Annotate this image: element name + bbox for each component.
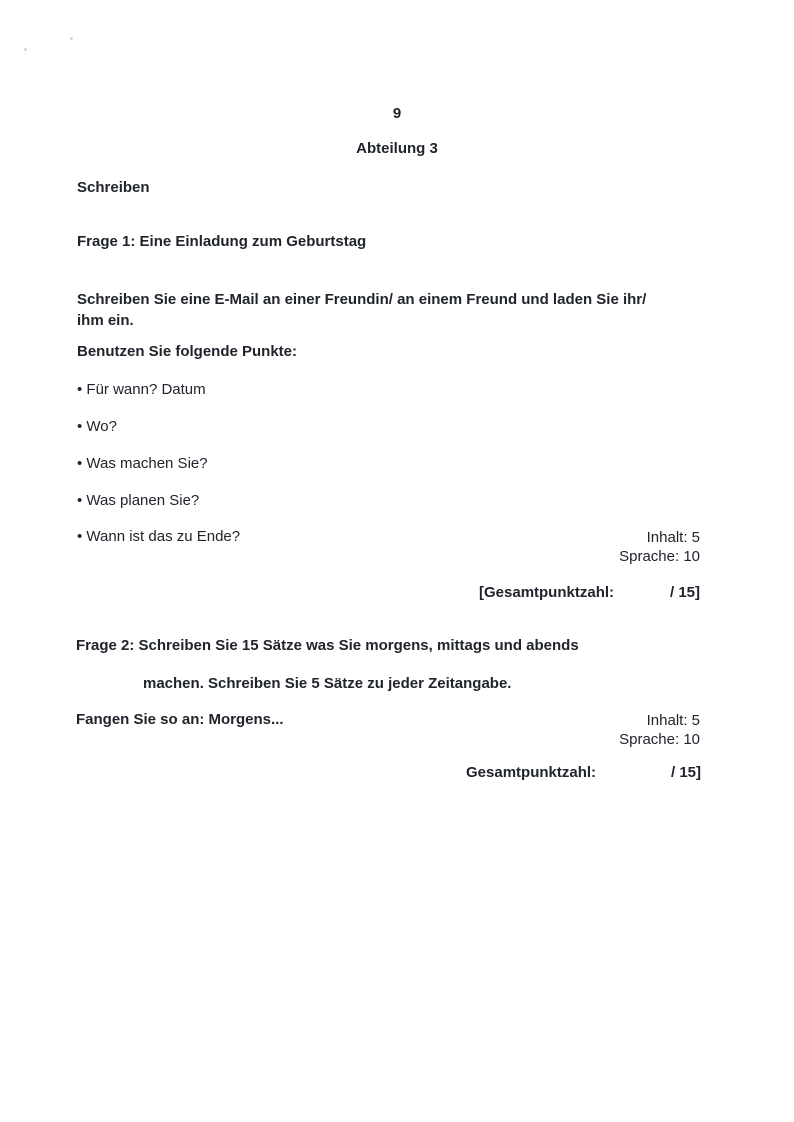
frage1-inhalt-score: Inhalt: 5	[646, 529, 700, 546]
bullet-item: • Wo?	[77, 418, 117, 435]
frage2-title-line1: Frage 2: Schreiben Sie 15 Sätze was Sie morgens, mittags und abends	[76, 637, 579, 654]
scan-speck	[24, 48, 27, 51]
frage2-start-hint: Fangen Sie so an: Morgens...	[76, 711, 284, 728]
frage1-title: Frage 1: Eine Einladung zum Geburtstag	[77, 233, 367, 250]
frage1-intro	[77, 289, 646, 331]
frage2-total-label: Gesamtpunktzahl:	[466, 764, 597, 781]
section-title: Abteilung 3	[356, 140, 438, 157]
bullet-item: • Was machen Sie?	[77, 455, 208, 472]
page-number: 9	[392, 105, 402, 122]
bullet-item: • Wann ist das zu Ende?	[77, 528, 241, 545]
frage1-total	[479, 584, 700, 601]
frage1-intro-line2: ihm ein.	[77, 312, 134, 329]
frage2-total-value: / 15]	[670, 764, 701, 781]
frage1-total-value: / 15]	[669, 584, 700, 601]
subject-heading: Schreiben	[77, 179, 150, 196]
frage1-intro-line1: Schreiben Sie eine E-Mail an einer Freundin/ an einem Freund und laden Sie ihr/	[77, 291, 647, 308]
frage1-points-heading: Benutzen Sie folgende Punkte:	[77, 343, 298, 360]
frage2-sprache-score: Sprache: 10	[619, 731, 700, 748]
frage1-sprache-score: Sprache: 10	[619, 548, 700, 565]
frage2-title-line2: machen. Schreiben Sie 5 Sätze zu jeder Zeitangabe.	[143, 675, 512, 692]
frage1-total-label: [Gesamtpunktzahl:	[479, 584, 615, 601]
scan-speck	[70, 37, 73, 40]
bullet-item: • Für wann? Datum	[77, 381, 206, 398]
frage2-inhalt-score: Inhalt: 5	[646, 712, 700, 729]
frage2-total	[466, 764, 701, 781]
bullet-item: • Was planen Sie?	[77, 492, 200, 509]
